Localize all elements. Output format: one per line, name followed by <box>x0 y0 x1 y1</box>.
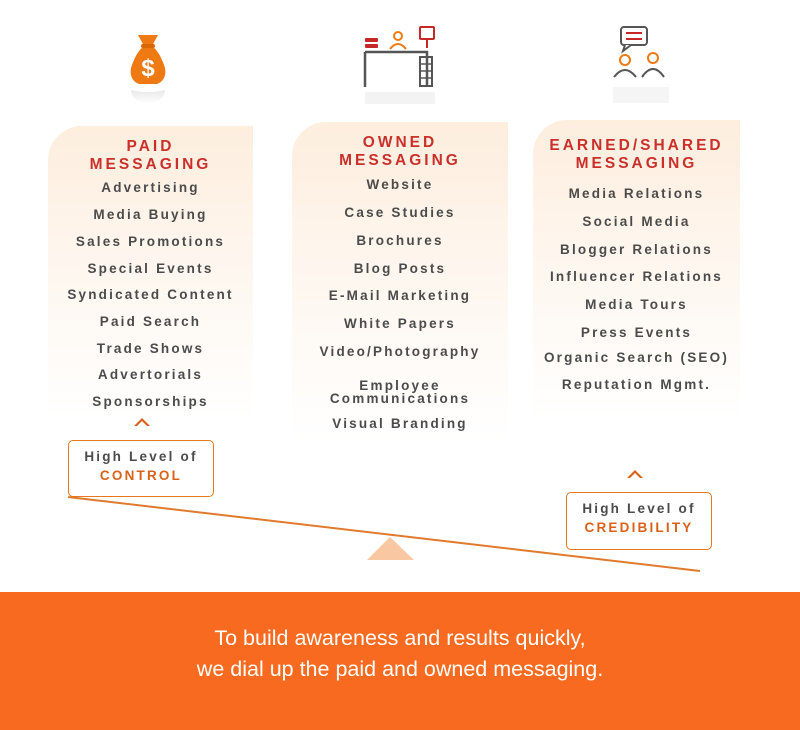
list-item: Media Buying <box>93 207 208 222</box>
list-item: Visual Branding <box>332 416 468 431</box>
list-item: Sales Promotions <box>75 234 226 249</box>
list-item-multiline: Employee Communications <box>329 378 471 406</box>
list-item: Media Relations <box>568 186 705 201</box>
list-item: Press Events <box>580 325 693 340</box>
list-item: Special Events <box>87 261 214 276</box>
list-item: Trade Shows <box>96 341 205 356</box>
list-item: Website <box>366 177 434 192</box>
list-item: Paid Search <box>99 314 202 329</box>
list-item: Influencer Relations <box>549 269 724 284</box>
list-item: Syndicated Content <box>67 287 234 302</box>
control-label-box: High Level of CONTROL <box>68 440 214 497</box>
list-item: White Papers <box>344 316 456 331</box>
footer-text: To build awareness and results quickly, we dial up the paid and owned messaging. <box>196 626 604 681</box>
list-item: Video/Photography <box>319 344 481 359</box>
list-item: Media Tours <box>585 297 688 312</box>
list-item: Case Studies <box>344 205 456 220</box>
fulcrum-triangle <box>367 537 414 560</box>
svg-text:$: $ <box>141 55 155 82</box>
list-item: E-Mail Marketing <box>328 288 472 303</box>
list-item: Brochures <box>356 233 444 248</box>
footer-banner <box>0 592 800 730</box>
list-item: Organic Search (SEO) <box>543 350 730 365</box>
list-item: Blogger Relations <box>560 242 713 257</box>
column-title: EARNED/SHARED MESSAGING <box>549 137 724 172</box>
column-title: PAID MESSAGING <box>89 138 212 173</box>
credibility-label-box: High Level of CREDIBILITY <box>566 492 712 550</box>
list-item: Sponsorships <box>92 394 209 409</box>
list-item: Advertorials <box>97 367 204 382</box>
list-item: Blog Posts <box>353 261 447 276</box>
list-item: Reputation Mgmt. <box>561 377 712 392</box>
column-title: OWNED MESSAGING <box>339 134 461 169</box>
list-item: Advertising <box>101 180 200 195</box>
list-item: Social Media <box>582 214 691 229</box>
